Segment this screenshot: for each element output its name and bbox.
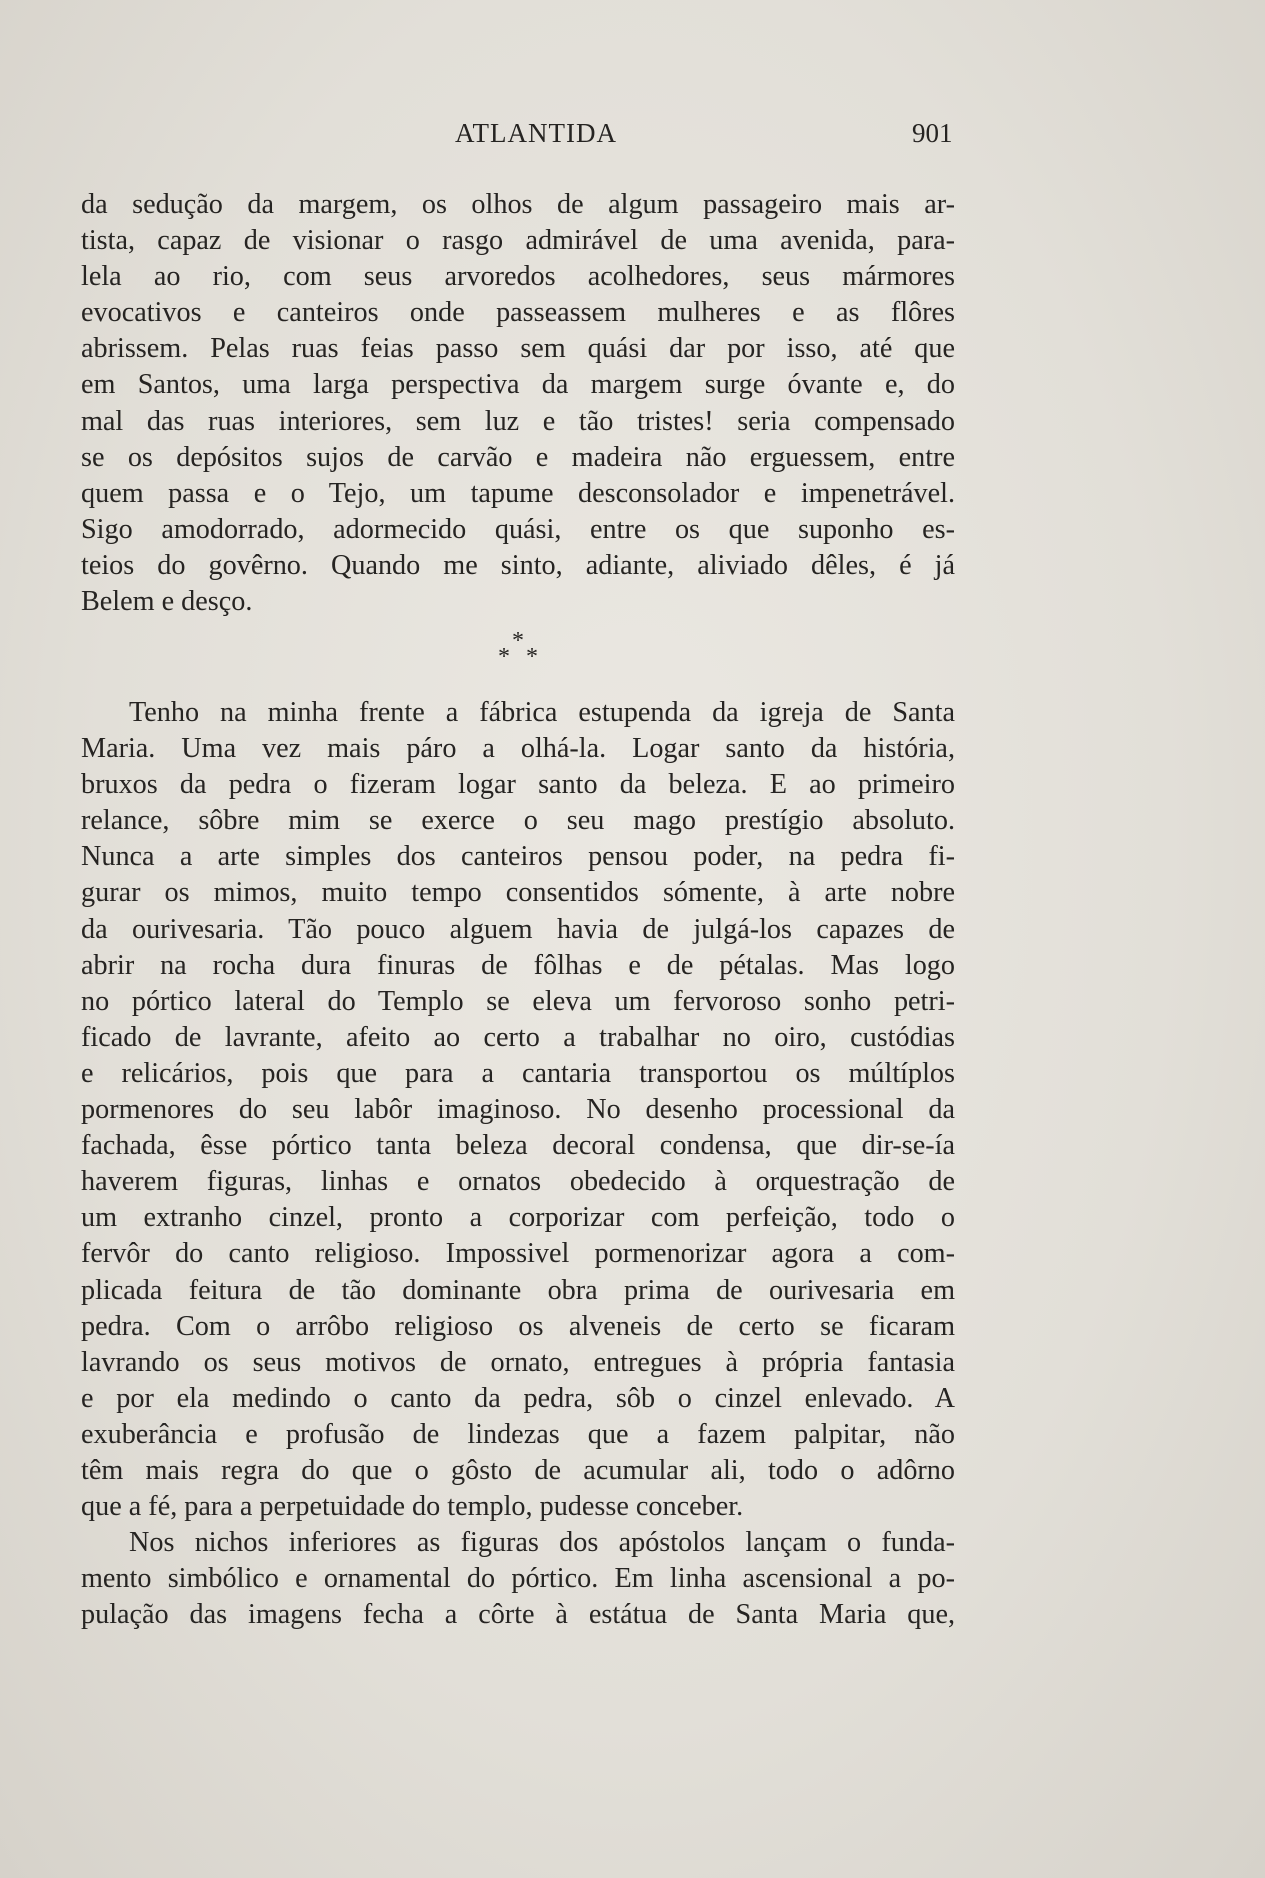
asterism-star: * bbox=[526, 644, 538, 670]
text-line: relance, sôbre mim se exerce o seu mago prestígio absoluto. bbox=[81, 805, 955, 837]
paragraph-continuation bbox=[81, 187, 955, 620]
text-line: lavrando os seus motivos de ornato, entregues à própria fantasia bbox=[81, 1346, 955, 1378]
text-line: Tenho na minha frente a fábrica estupenda da igreja de Santa bbox=[129, 697, 955, 728]
text-line: pormenores do seu labôr imaginoso. No desenho processional da bbox=[81, 1094, 955, 1126]
text-line: tista, capaz de visionar o rasgo admirável de uma avenida, para- bbox=[81, 225, 955, 257]
asterism-separator bbox=[490, 628, 550, 678]
text-line: lela ao rio, com seus arvoredos acolhedores, seus mármores bbox=[81, 261, 955, 293]
text-line: se os depósitos sujos de carvão e madeira não erguessem, entre bbox=[81, 441, 955, 473]
text-line: mal das ruas interiores, sem luz e tão tristes! seria compensado bbox=[81, 405, 955, 437]
text-line: fervôr do canto religioso. Impossivel pormenorizar agora a com- bbox=[81, 1238, 955, 1270]
text-line: têm mais regra do que o gôsto de acumular ali, todo o adôrno bbox=[81, 1454, 955, 1486]
text-line: abrir na rocha dura finuras de fôlhas e de pétalas. Mas logo bbox=[81, 949, 955, 981]
text-line: Belem e desço. bbox=[81, 586, 253, 618]
asterism-star: * bbox=[498, 644, 510, 670]
asterism-star: * bbox=[512, 628, 524, 654]
text-line: plicada feitura de tão dominante obra prima de ourivesaria em bbox=[81, 1274, 955, 1306]
text-line: ficado de lavrante, afeito ao certo a trabalhar no oiro, custódias bbox=[81, 1021, 955, 1053]
text-line: exuberância e profusão de lindezas que a fazem palpitar, não bbox=[81, 1418, 955, 1450]
text-line: no pórtico lateral do Templo se eleva um fervoroso sonho petri- bbox=[81, 985, 955, 1017]
text-line: em Santos, uma larga perspectiva da margem surge óvante e, do bbox=[81, 369, 955, 401]
text-line: teios do govêrno. Quando me sinto, adiante, aliviado dêles, é já bbox=[81, 549, 955, 581]
running-header bbox=[0, 118, 1265, 154]
text-line: gurar os mimos, muito tempo consentidos sómente, à arte nobre bbox=[81, 877, 955, 909]
text-line: mento simbólico e ornamental do pórtico. Em linha ascensional a po- bbox=[81, 1563, 955, 1595]
text-line: pedra. Com o arrôbo religioso os alveneis de certo se ficaram bbox=[81, 1310, 955, 1342]
text-line: Nunca a arte simples dos canteiros pensou poder, na pedra fi- bbox=[81, 841, 955, 873]
text-line: que a fé, para a perpetuidade do templo, pudesse conceber. bbox=[81, 1491, 744, 1523]
paragraph-santa-maria bbox=[81, 695, 955, 1633]
text-line: bruxos da pedra o fizeram logar santo da beleza. E ao primeiro bbox=[81, 769, 955, 801]
text-line: e relicários, pois que para a cantaria transportou os múltíplos bbox=[81, 1057, 955, 1089]
text-line: abrissem. Pelas ruas feias passo sem quási dar por isso, até que bbox=[81, 333, 955, 365]
page-number: 901 bbox=[912, 118, 953, 148]
text-line: da sedução da margem, os olhos de algum passageiro mais ar- bbox=[81, 189, 955, 220]
text-line: um extranho cinzel, pronto a corporizar com perfeição, todo o bbox=[81, 1202, 955, 1234]
text-line: Nos nichos inferiores as figuras dos apóstolos lançam o funda- bbox=[129, 1527, 955, 1559]
text-line: e por ela medindo o canto da pedra, sôb o cinzel enlevado. A bbox=[81, 1382, 955, 1414]
text-line: Sigo amodorrado, adormecido quási, entre os que suponho es- bbox=[81, 513, 955, 545]
text-line: evocativos e canteiros onde passeassem mulheres e as flôres bbox=[81, 297, 955, 329]
running-title: ATLANTIDA bbox=[455, 118, 617, 148]
text-line: Maria. Uma vez mais páro a olhá-la. Logar santo da história, bbox=[81, 733, 955, 765]
text-line: quem passa e o Tejo, um tapume desconsolador e impenetrável. bbox=[81, 477, 955, 509]
text-line: pulação das imagens fecha a côrte à estátua de Santa Maria que, bbox=[81, 1599, 955, 1631]
text-line: da ourivesaria. Tão pouco alguem havia de julgá-los capazes de bbox=[81, 913, 955, 945]
text-line: fachada, êsse pórtico tanta beleza decoral condensa, que dir-se-ía bbox=[81, 1130, 955, 1162]
text-line: haverem figuras, linhas e ornatos obedecido à orquestração de bbox=[81, 1166, 955, 1198]
